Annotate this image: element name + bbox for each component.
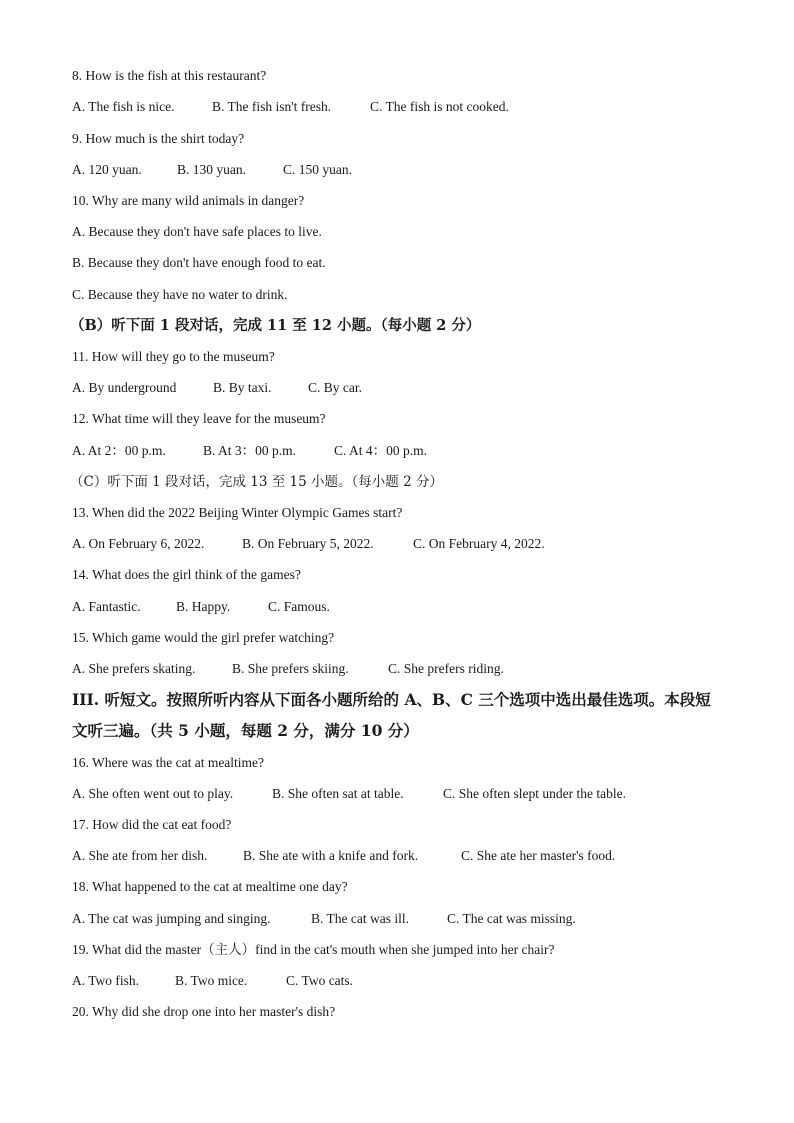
option-a: A. She often went out to play. bbox=[72, 786, 234, 801]
option-a: A. Fantastic. bbox=[72, 599, 141, 614]
option-a: A. Because they don't have safe places to live. bbox=[72, 224, 322, 239]
question-10: 10. Why are many wild animals in danger? bbox=[72, 193, 305, 208]
question-11: 11. How will they go to the museum? bbox=[72, 349, 275, 364]
option-a: A. She prefers skating. bbox=[72, 661, 196, 676]
options-8 bbox=[72, 98, 509, 116]
option-b: B. At 3：00 p.m. bbox=[203, 443, 297, 458]
question-9: 9. How much is the shirt today? bbox=[72, 131, 245, 146]
option-b: B. She often sat at table. bbox=[272, 786, 404, 801]
options-17 bbox=[72, 847, 615, 865]
question-13: 13. When did the 2022 Beijing Winter Olympic Games start? bbox=[72, 505, 403, 520]
question-16: 16. Where was the cat at mealtime? bbox=[72, 755, 265, 770]
option-a: A. By underground bbox=[72, 380, 177, 395]
section-b-header: （B）听下面 1 段对话，完成 11 至 12 小题。（每小题 2 分） bbox=[70, 317, 481, 334]
option-b: B. The cat was ill. bbox=[311, 911, 409, 926]
option-c: C. The cat was missing. bbox=[447, 911, 576, 926]
option-c: C. 150 yuan. bbox=[283, 162, 352, 177]
option-c: C. By car. bbox=[308, 380, 362, 395]
options-12 bbox=[72, 442, 427, 460]
option-b: B. 130 yuan. bbox=[177, 162, 246, 177]
option-c: C. She prefers riding. bbox=[388, 661, 504, 676]
question-19: 19. What did the master（主人）find in the cat's mouth when she jumped into her chair? bbox=[72, 942, 555, 957]
option-a: A. 120 yuan. bbox=[72, 162, 142, 177]
option-c: C. Two cats. bbox=[286, 973, 354, 988]
options-19 bbox=[72, 972, 353, 990]
option-b: B. By taxi. bbox=[213, 380, 272, 395]
option-b: B. Because they don't have enough food to eat. bbox=[72, 255, 326, 270]
question-8: 8. How is the fish at this restaurant? bbox=[72, 68, 267, 83]
section-c-header: （C）听下面 1 段对话，完成 13 至 15 小题。（每小题 2 分） bbox=[70, 474, 443, 490]
options-16 bbox=[72, 785, 626, 803]
options-9 bbox=[72, 161, 352, 179]
option-c: C. She often slept under the table. bbox=[443, 786, 626, 801]
option-c: C. Famous. bbox=[268, 599, 330, 614]
option-b: B. She ate with a knife and fork. bbox=[243, 848, 419, 863]
option-c: C. She ate her master's food. bbox=[461, 848, 616, 863]
question-20: 20. Why did she drop one into her master's dish? bbox=[72, 1004, 336, 1019]
option-a: A. At 2：00 p.m. bbox=[72, 443, 166, 458]
option-b: B. Happy. bbox=[176, 599, 231, 614]
option-b: B. On February 5, 2022. bbox=[242, 536, 374, 551]
options-14 bbox=[72, 598, 330, 616]
option-c: C. At 4：00 p.m. bbox=[334, 443, 428, 458]
option-c: C. On February 4, 2022. bbox=[413, 536, 545, 551]
option-b: B. She prefers skiing. bbox=[232, 661, 349, 676]
option-c: C. The fish is not cooked. bbox=[370, 99, 509, 114]
options-18 bbox=[72, 910, 576, 928]
options-15 bbox=[72, 660, 504, 678]
option-a: A. She ate from her dish. bbox=[72, 848, 208, 863]
question-17: 17. How did the cat eat food? bbox=[72, 817, 232, 832]
question-12: 12. What time will they leave for the museum? bbox=[72, 411, 326, 426]
option-b: B. Two mice. bbox=[175, 973, 248, 988]
section-iii-header-line2: 文听三遍。（共 5 小题，每题 2 分，满分 10 分） bbox=[72, 721, 419, 740]
question-18: 18. What happened to the cat at mealtime one day? bbox=[72, 879, 348, 894]
question-14: 14. What does the girl think of the games? bbox=[72, 567, 301, 582]
options-11 bbox=[72, 379, 362, 397]
option-a: A. Two fish. bbox=[72, 973, 140, 988]
option-b: B. The fish isn't fresh. bbox=[212, 99, 332, 114]
option-a: A. On February 6, 2022. bbox=[72, 536, 205, 551]
option-a: A. The fish is nice. bbox=[72, 99, 175, 114]
options-13 bbox=[72, 535, 545, 553]
option-c: C. Because they have no water to drink. bbox=[72, 287, 288, 302]
question-15: 15. Which game would the girl prefer watching? bbox=[72, 630, 335, 645]
option-a: A. The cat was jumping and singing. bbox=[72, 911, 271, 926]
section-iii-header-line1: III. 听短文。按照所听内容从下面各小题所给的 A、B、C 三个选项中选出最佳选项。本段短 bbox=[72, 690, 711, 709]
